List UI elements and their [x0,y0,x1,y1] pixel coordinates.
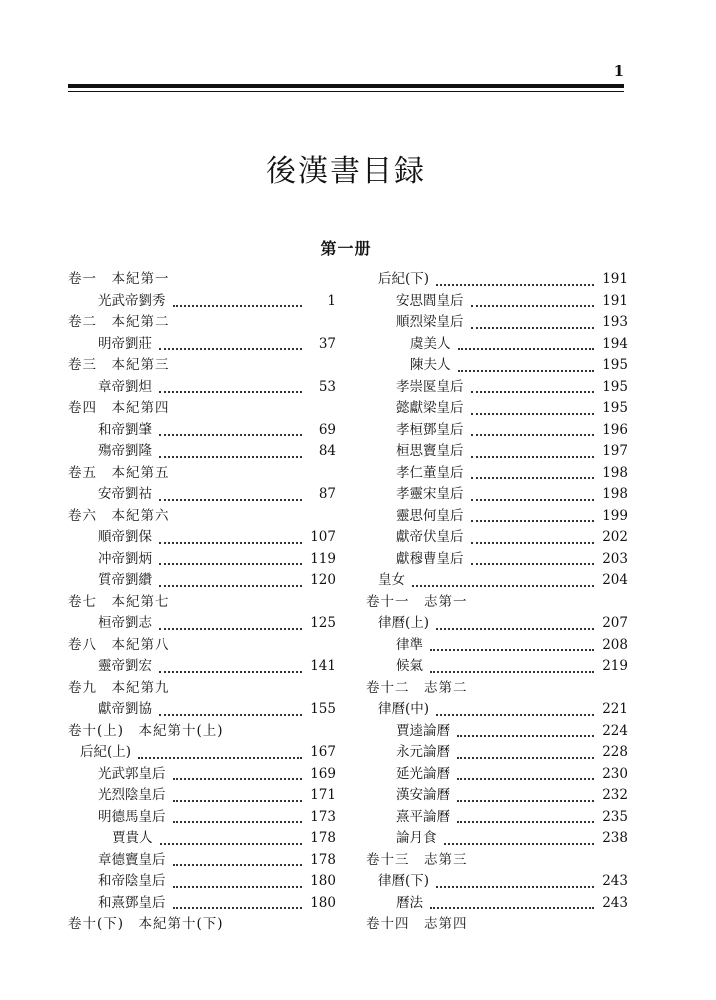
toc-entry-label: 卷七 本紀第七 [68,592,175,614]
toc-page-number: 243 [602,873,628,889]
toc-page-number: 238 [602,830,628,846]
toc-entry-label: 順烈梁皇后 [396,312,469,334]
toc-entry-label: 殤帝劉隆 [98,441,157,463]
toc-page-number: 230 [602,765,628,782]
toc-page-number: 1 [327,292,336,309]
dot-leader [457,757,594,781]
toc-page-number: 155 [310,701,336,717]
toc-entry-label: 明德馬皇后 [98,807,171,829]
toc-entry [366,828,628,850]
toc-page-number: 178 [310,851,336,868]
toc-page-number: 232 [602,787,628,803]
dot-leader [457,714,594,738]
toc-entry-label: 卷十二 志第二 [366,678,473,700]
dot-leader [457,735,594,759]
toc-page-number: 37 [318,335,336,352]
toc-page-number: 195 [602,357,628,373]
toc-page-number: 198 [602,486,628,502]
toc-entry-label: 安帝劉祜 [98,484,157,506]
toc-page-number: 203 [602,550,628,567]
toc-entry-label: 陳夫人 [410,355,456,377]
toc-entry-label: 律曆(下) [378,871,434,893]
dot-leader [471,413,594,437]
toc-entry [366,893,628,915]
dot-leader [471,305,594,329]
toc-entry-label: 孝桓鄧皇后 [396,420,469,442]
toc-entry-label: 卷十一 志第一 [366,592,473,614]
toc-page-number: 119 [310,550,336,567]
toc-entry [68,441,336,463]
toc-entry-label: 孝崇匽皇后 [396,377,469,399]
dot-leader [436,864,594,888]
volume-title: 第一册 [320,239,372,258]
dot-leader [173,886,302,910]
toc-entry [68,484,336,506]
toc-entry-label: 卷十(下) 本紀第十(下) [68,914,229,936]
toc-entry [366,570,628,592]
dot-leader [159,327,302,351]
dot-leader [173,284,302,308]
toc-page-number: 167 [310,744,336,760]
toc-page-number: 221 [602,701,628,717]
toc-section-heading [68,914,336,936]
toc-page-number: 202 [602,529,628,545]
toc-entry-label: 卷三 本紀第三 [68,355,175,377]
page-number: 1 [613,62,624,80]
toc-entry [68,893,336,915]
toc-entry-label: 桓思竇皇后 [396,441,469,463]
dot-leader [430,886,594,910]
dot-leader [159,477,302,501]
dot-leader [471,542,594,566]
toc-entry-label: 曆法 [396,893,428,915]
toc-entry-label: 孝仁董皇后 [396,463,469,485]
dot-leader [430,649,594,673]
toc-entry [68,699,336,721]
toc-entry-label: 卷一 本紀第一 [68,269,175,291]
dot-leader [444,821,594,845]
toc-page-number: 191 [602,292,628,309]
dot-leader [173,778,302,802]
toc-entry [68,570,336,592]
toc-page-number: 180 [310,873,336,889]
toc-page-number: 224 [602,722,628,739]
dot-leader [138,735,302,759]
toc-page-number: 228 [602,744,628,760]
dot-leader [436,692,594,716]
toc-page-number: 194 [602,335,628,352]
dot-leader [159,434,302,458]
toc-entry-label: 章德竇皇后 [98,850,171,872]
toc-entry-label: 質帝劉纘 [98,570,157,592]
dot-leader [160,821,302,845]
dot-leader [457,778,594,802]
toc-entry-label: 明帝劉莊 [98,334,157,356]
dot-leader [159,692,302,716]
toc-page-number: 207 [602,615,628,631]
toc-page-number: 243 [602,894,628,911]
dot-leader [159,563,302,587]
toc-page-number: 219 [602,658,628,674]
toc-entry-label: 候氣 [396,656,428,678]
toc-page-number: 195 [602,400,628,416]
toc-entry-label: 靈思何皇后 [396,506,469,528]
toc-entry-label: 懿獻梁皇后 [396,398,469,420]
toc-entry-label: 皇女 [378,570,410,592]
header-rule-thick [68,84,624,88]
dot-leader [471,499,594,523]
toc-page-number: 171 [310,787,336,803]
dot-leader [173,864,302,888]
dot-leader [436,606,594,630]
toc-section-heading [366,914,628,936]
toc-page-number: 208 [602,636,628,653]
toc-entry-label: 賈逵論曆 [396,721,455,743]
dot-leader [471,284,594,308]
toc-entry-label: 卷十三 志第三 [366,850,473,872]
toc-entry-label: 桓帝劉志 [98,613,157,635]
toc-page-number: 193 [602,314,628,330]
dot-leader [159,520,302,544]
toc-page-number: 191 [602,271,628,287]
toc-page-number: 178 [310,830,336,846]
dot-leader [471,391,594,415]
toc-entry-label: 卷十四 志第四 [366,914,473,936]
toc-page-number: 195 [602,378,628,395]
dot-leader [159,542,302,566]
dot-leader [173,800,302,824]
toc-page-number: 198 [602,464,628,481]
toc-entry-label: 光烈陰皇后 [98,785,171,807]
toc-page-number: 180 [310,894,336,911]
toc-entry-label: 順帝劉保 [98,527,157,549]
toc-entry-label: 獻帝劉協 [98,699,157,721]
toc-page-number: 125 [310,615,336,631]
toc-entry [68,656,336,678]
dot-leader [458,327,594,351]
toc-entry-label: 延光論曆 [396,764,455,786]
toc-entry-label: 賈貴人 [112,828,158,850]
toc-entry [366,656,628,678]
dot-leader [471,520,594,544]
toc-entry-label: 卷八 本紀第八 [68,635,175,657]
toc-entry-label: 律曆(中) [378,699,434,721]
dot-leader [457,800,594,824]
toc-entry-label: 獻帝伏皇后 [396,527,469,549]
toc-entry-label: 章帝劉炟 [98,377,157,399]
toc-entry-label: 熹平論曆 [396,807,455,829]
dot-leader [430,628,594,652]
toc-page-number: 169 [310,765,336,782]
dot-leader [471,456,594,480]
toc-page-number: 199 [602,507,628,524]
toc-entry [68,291,336,313]
toc-entry-label: 卷九 本紀第九 [68,678,175,700]
toc-page-number: 197 [602,443,628,459]
toc-entry-label: 論月食 [396,828,442,850]
toc-entry-label: 和熹鄧皇后 [98,893,171,915]
toc-page-number: 141 [310,658,336,674]
toc-entry-label: 卷五 本紀第五 [68,463,175,485]
toc-page-number: 235 [602,808,628,825]
toc-entry-label: 和帝劉肇 [98,420,157,442]
toc-page-number: 196 [602,421,628,438]
toc-page-number: 173 [310,808,336,825]
toc-entry-label: 后紀(下) [378,269,434,291]
dot-leader [471,477,594,501]
dot-leader [471,370,594,394]
dot-leader [436,262,594,286]
toc-entry-label: 后紀(上) [80,742,136,764]
toc-entry-label: 卷六 本紀第六 [68,506,175,528]
toc-left-column [68,269,336,936]
toc-entry-label: 漢安論曆 [396,785,455,807]
toc-page-number: 53 [318,378,336,395]
toc-entry [68,613,336,635]
toc-entry-label: 永元論曆 [396,742,455,764]
toc-entry-label: 安思閻皇后 [396,291,469,313]
toc-page-number: 69 [318,421,336,438]
toc-entry-label: 律準 [396,635,428,657]
dot-leader [159,413,302,437]
toc-entry-label: 卷二 本紀第二 [68,312,175,334]
toc-entry-label: 孝靈宋皇后 [396,484,469,506]
toc-entry [68,334,336,356]
header-rule-thin [68,91,624,92]
toc-entry-label: 卷十(上) 本紀第十(上) [68,721,229,743]
toc-entry-label: 靈帝劉宏 [98,656,157,678]
dot-leader [173,757,302,781]
toc-entry-label: 律曆(上) [378,613,434,635]
toc-entry-label: 獻穆曹皇后 [396,549,469,571]
dot-leader [471,434,594,458]
toc-entry-label: 虞美人 [410,334,456,356]
toc-entry-label: 和帝陰皇后 [98,871,171,893]
toc-entry-label: 卷四 本紀第四 [68,398,175,420]
dot-leader [412,563,594,587]
toc-entry-label: 冲帝劉炳 [98,549,157,571]
toc-right-column [366,269,628,936]
book-title: 後漢書目録 [266,154,426,189]
toc-page-number: 120 [310,572,336,588]
toc-page-number: 204 [602,572,628,588]
dot-leader [173,843,302,867]
toc-page-number: 84 [318,443,336,459]
toc-entry [68,377,336,399]
toc-page-number: 87 [318,486,336,502]
toc-entry-label: 光武帝劉秀 [98,291,171,313]
dot-leader [458,348,594,372]
dot-leader [159,649,302,673]
toc-page-number: 107 [310,529,336,545]
dot-leader [159,370,302,394]
toc-entry-label: 光武郭皇后 [98,764,171,786]
dot-leader [159,606,302,630]
